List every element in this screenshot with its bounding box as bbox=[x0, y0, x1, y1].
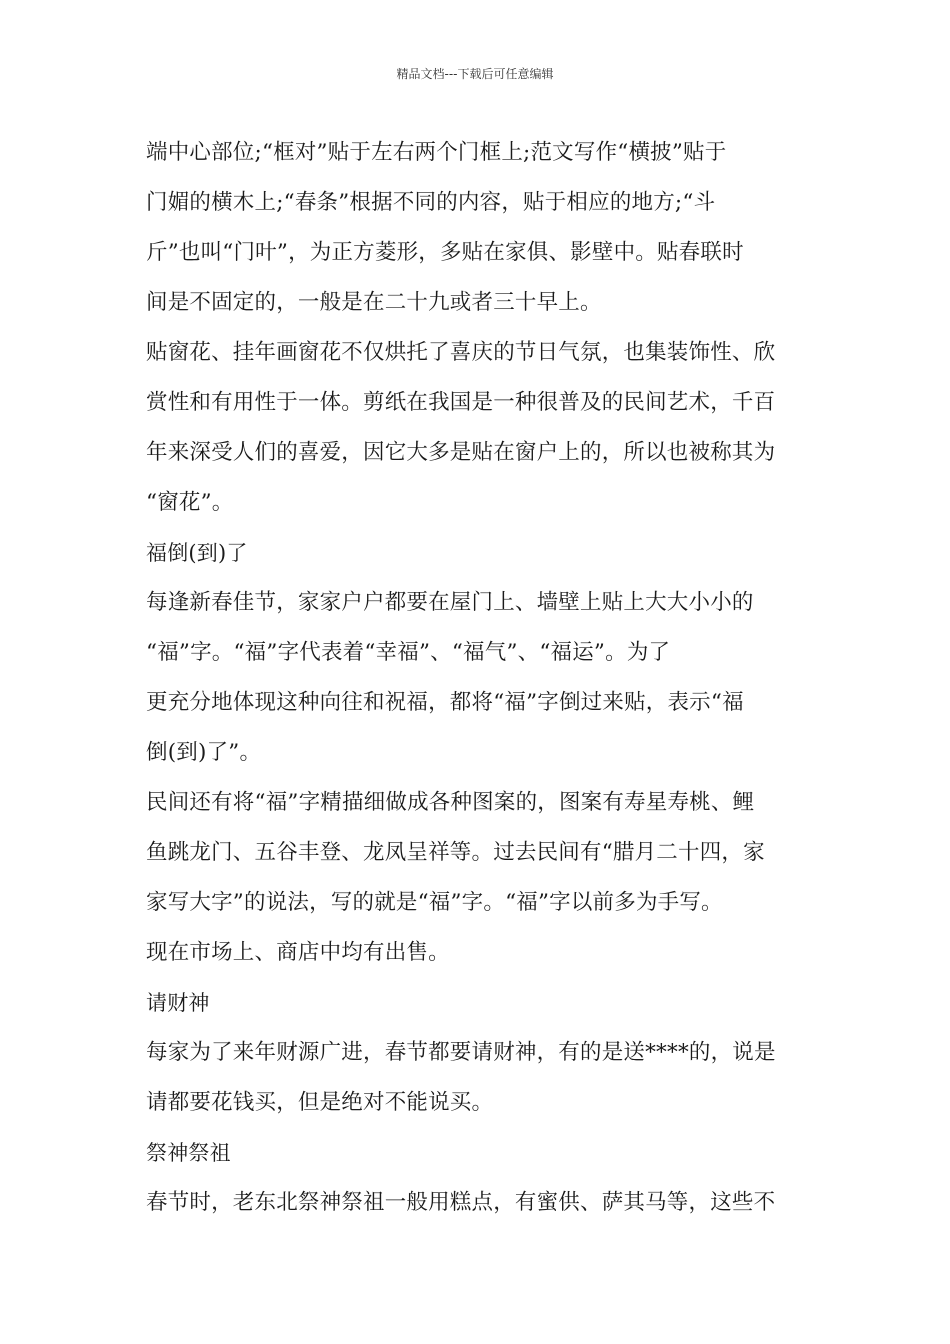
document-body bbox=[146, 128, 806, 1228]
text-line: 间是不固定的，一般是在二十九或者三十早上。 bbox=[146, 290, 602, 315]
text-line: 每家为了来年财源广进，春节都要请财神，有的是送****的，说是 bbox=[146, 1040, 776, 1065]
text-line: 端中心部位;“框对”贴于左右两个门框上;范文写作“横披”贴于 bbox=[146, 140, 727, 165]
section-heading: 请财神 bbox=[146, 991, 210, 1015]
text-line: “福”字。“福”字代表着“幸福”、“福气”、“福运”。为了 bbox=[146, 640, 671, 665]
text-line: 现在市场上、商店中均有出售。 bbox=[146, 940, 450, 965]
text-line: 民间还有将“福”字精描细做成各种图案的，图案有寿星寿桃、鲤 bbox=[146, 790, 755, 815]
section-heading: 祭神祭祖 bbox=[146, 1141, 231, 1165]
text-line: 门媚的横木上;“春条”根据不同的内容，贴于相应的地方;“斗 bbox=[146, 190, 716, 215]
text-line: 春节时，老东北祭神祭祖一般用糕点，有蜜供、萨其马等，这些不 bbox=[146, 1190, 776, 1215]
text-line: 年来深受人们的喜爱，因它大多是贴在窗户上的，所以也被称其为 bbox=[146, 440, 776, 465]
page-header: 精品文档---下载后可任意编辑 bbox=[396, 67, 554, 81]
text-line: 赏性和有用性于一体。剪纸在我国是一种很普及的民间艺术，千百 bbox=[146, 390, 776, 415]
text-line: 倒(到)了”。 bbox=[146, 740, 262, 765]
text-line: 家写大字”的说法，写的就是“福”字。“福”字以前多为手写。 bbox=[146, 890, 723, 915]
text-line: “窗花”。 bbox=[146, 490, 234, 515]
text-line: 鱼跳龙门、五谷丰登、龙凤呈祥等。过去民间有“腊月二十四，家 bbox=[146, 840, 765, 865]
text-line: 每逢新春佳节，家家户户都要在屋门上、墙壁上贴上大大小小的 bbox=[146, 590, 754, 615]
text-line: 更充分地体现这种向往和祝福，都将“福”字倒过来贴，表示“福 bbox=[146, 690, 744, 715]
section-heading: 福倒(到)了 bbox=[146, 541, 248, 565]
text-line: 请都要花钱买，但是绝对不能说买。 bbox=[146, 1090, 494, 1115]
text-line: 贴窗花、挂年画窗花不仅烘托了喜庆的节日气氛，也集装饰性、欣 bbox=[146, 340, 776, 365]
text-line: 斤”也叫“门叶”，为正方菱形，多贴在家俱、影壁中。贴春联时 bbox=[146, 240, 744, 265]
